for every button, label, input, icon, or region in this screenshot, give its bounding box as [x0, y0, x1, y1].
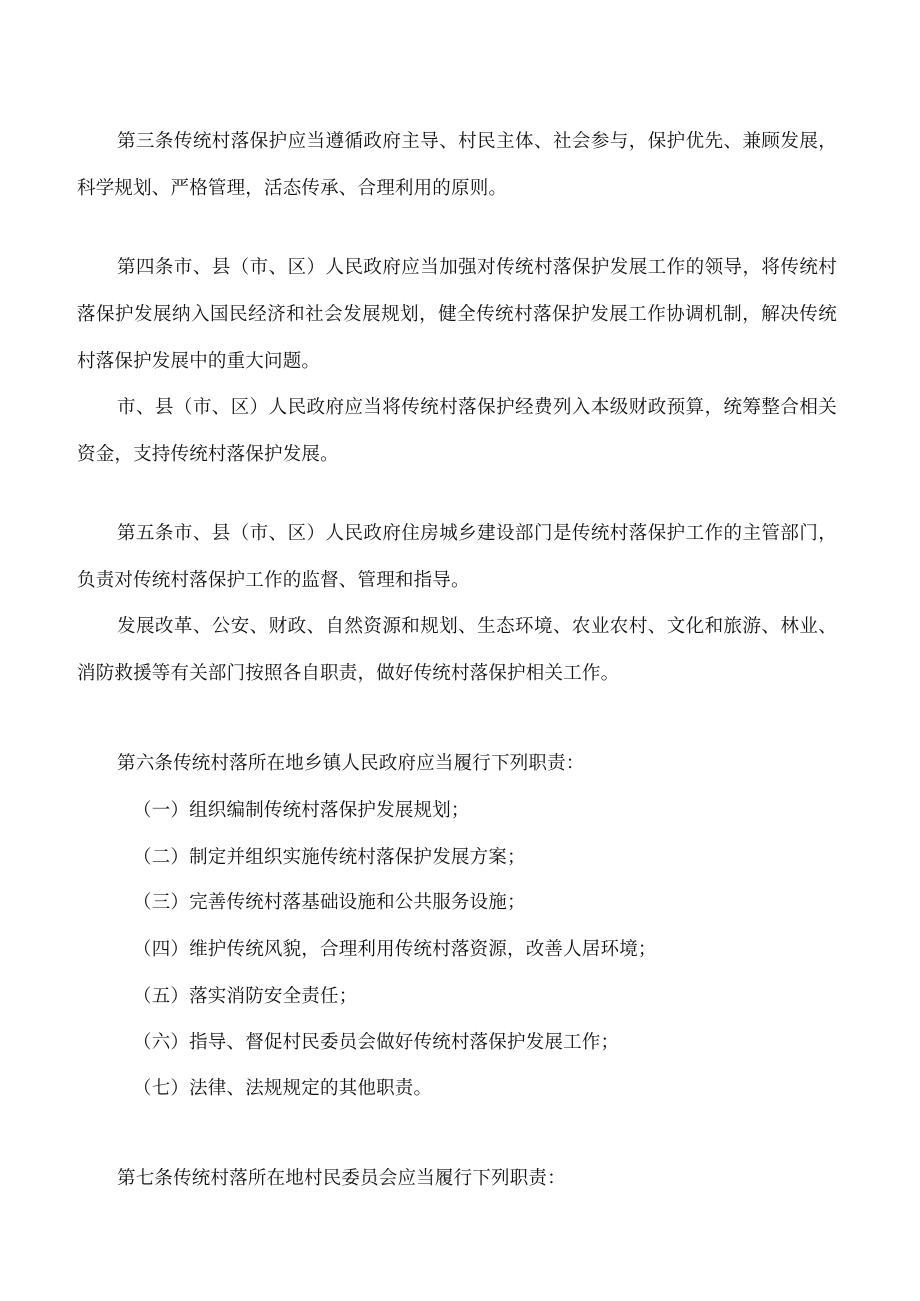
article-6-item-4: （四）维护传统风貌，合理利用传统村落资源，改善人居环境； [133, 939, 657, 960]
article-6-item-1: （一）组织编制传统村落保护发展规划； [133, 800, 470, 821]
article-4-paragraph-1: 第四条市、县（市、区）人民政府应当加强对传统村落保护发展工作的领导，将传统村落保护发展纳入国民经济和社会发展规划，健全传统村落保护发展工作协调机制，解决传统村落保护发展中的重大问题。 [77, 257, 837, 372]
article-6-item-6: （六）指导、督促村民委员会做好传统村落保护发展工作； [133, 1032, 620, 1053]
article-3-paragraph: 第三条传统村落保护应当遵循政府主导、村民主体、社会参与，保护优先、兼顾发展，科学规划、严格管理，活态传承、合理利用的原则。 [77, 131, 837, 199]
article-6-item-2: （二）制定并组织实施传统村落保护发展方案； [133, 847, 526, 868]
article-5-paragraph-2: 发展改革、公安、财政、自然资源和规划、生态环境、农业农村、文化和旅游、林业、消防救援等有关部门按照各自职责，做好传统村落保护相关工作。 [77, 616, 837, 684]
article-6-intro: 第六条传统村落所在地乡镇人民政府应当履行下列职责： [117, 753, 585, 774]
article-7-intro: 第七条传统村落所在地村民委员会应当履行下列职责： [117, 1168, 566, 1189]
article-4-paragraph-2: 市、县（市、区）人民政府应当将传统村落保护经费列入本级财政预算，统筹整合相关资金，支持传统村落保护发展。 [77, 397, 837, 465]
article-6-item-3: （三）完善传统村落基础设施和公共服务设施； [133, 892, 526, 913]
article-6-item-5: （五）落实消防安全责任； [133, 986, 358, 1007]
article-6-item-7: （七）法律、法规规定的其他职责。 [133, 1078, 433, 1099]
article-5-paragraph-1: 第五条市、县（市、区）人民政府住房城乡建设部门是传统村落保护工作的主管部门，负责对传统村落保护工作的监督、管理和指导。 [77, 523, 837, 591]
